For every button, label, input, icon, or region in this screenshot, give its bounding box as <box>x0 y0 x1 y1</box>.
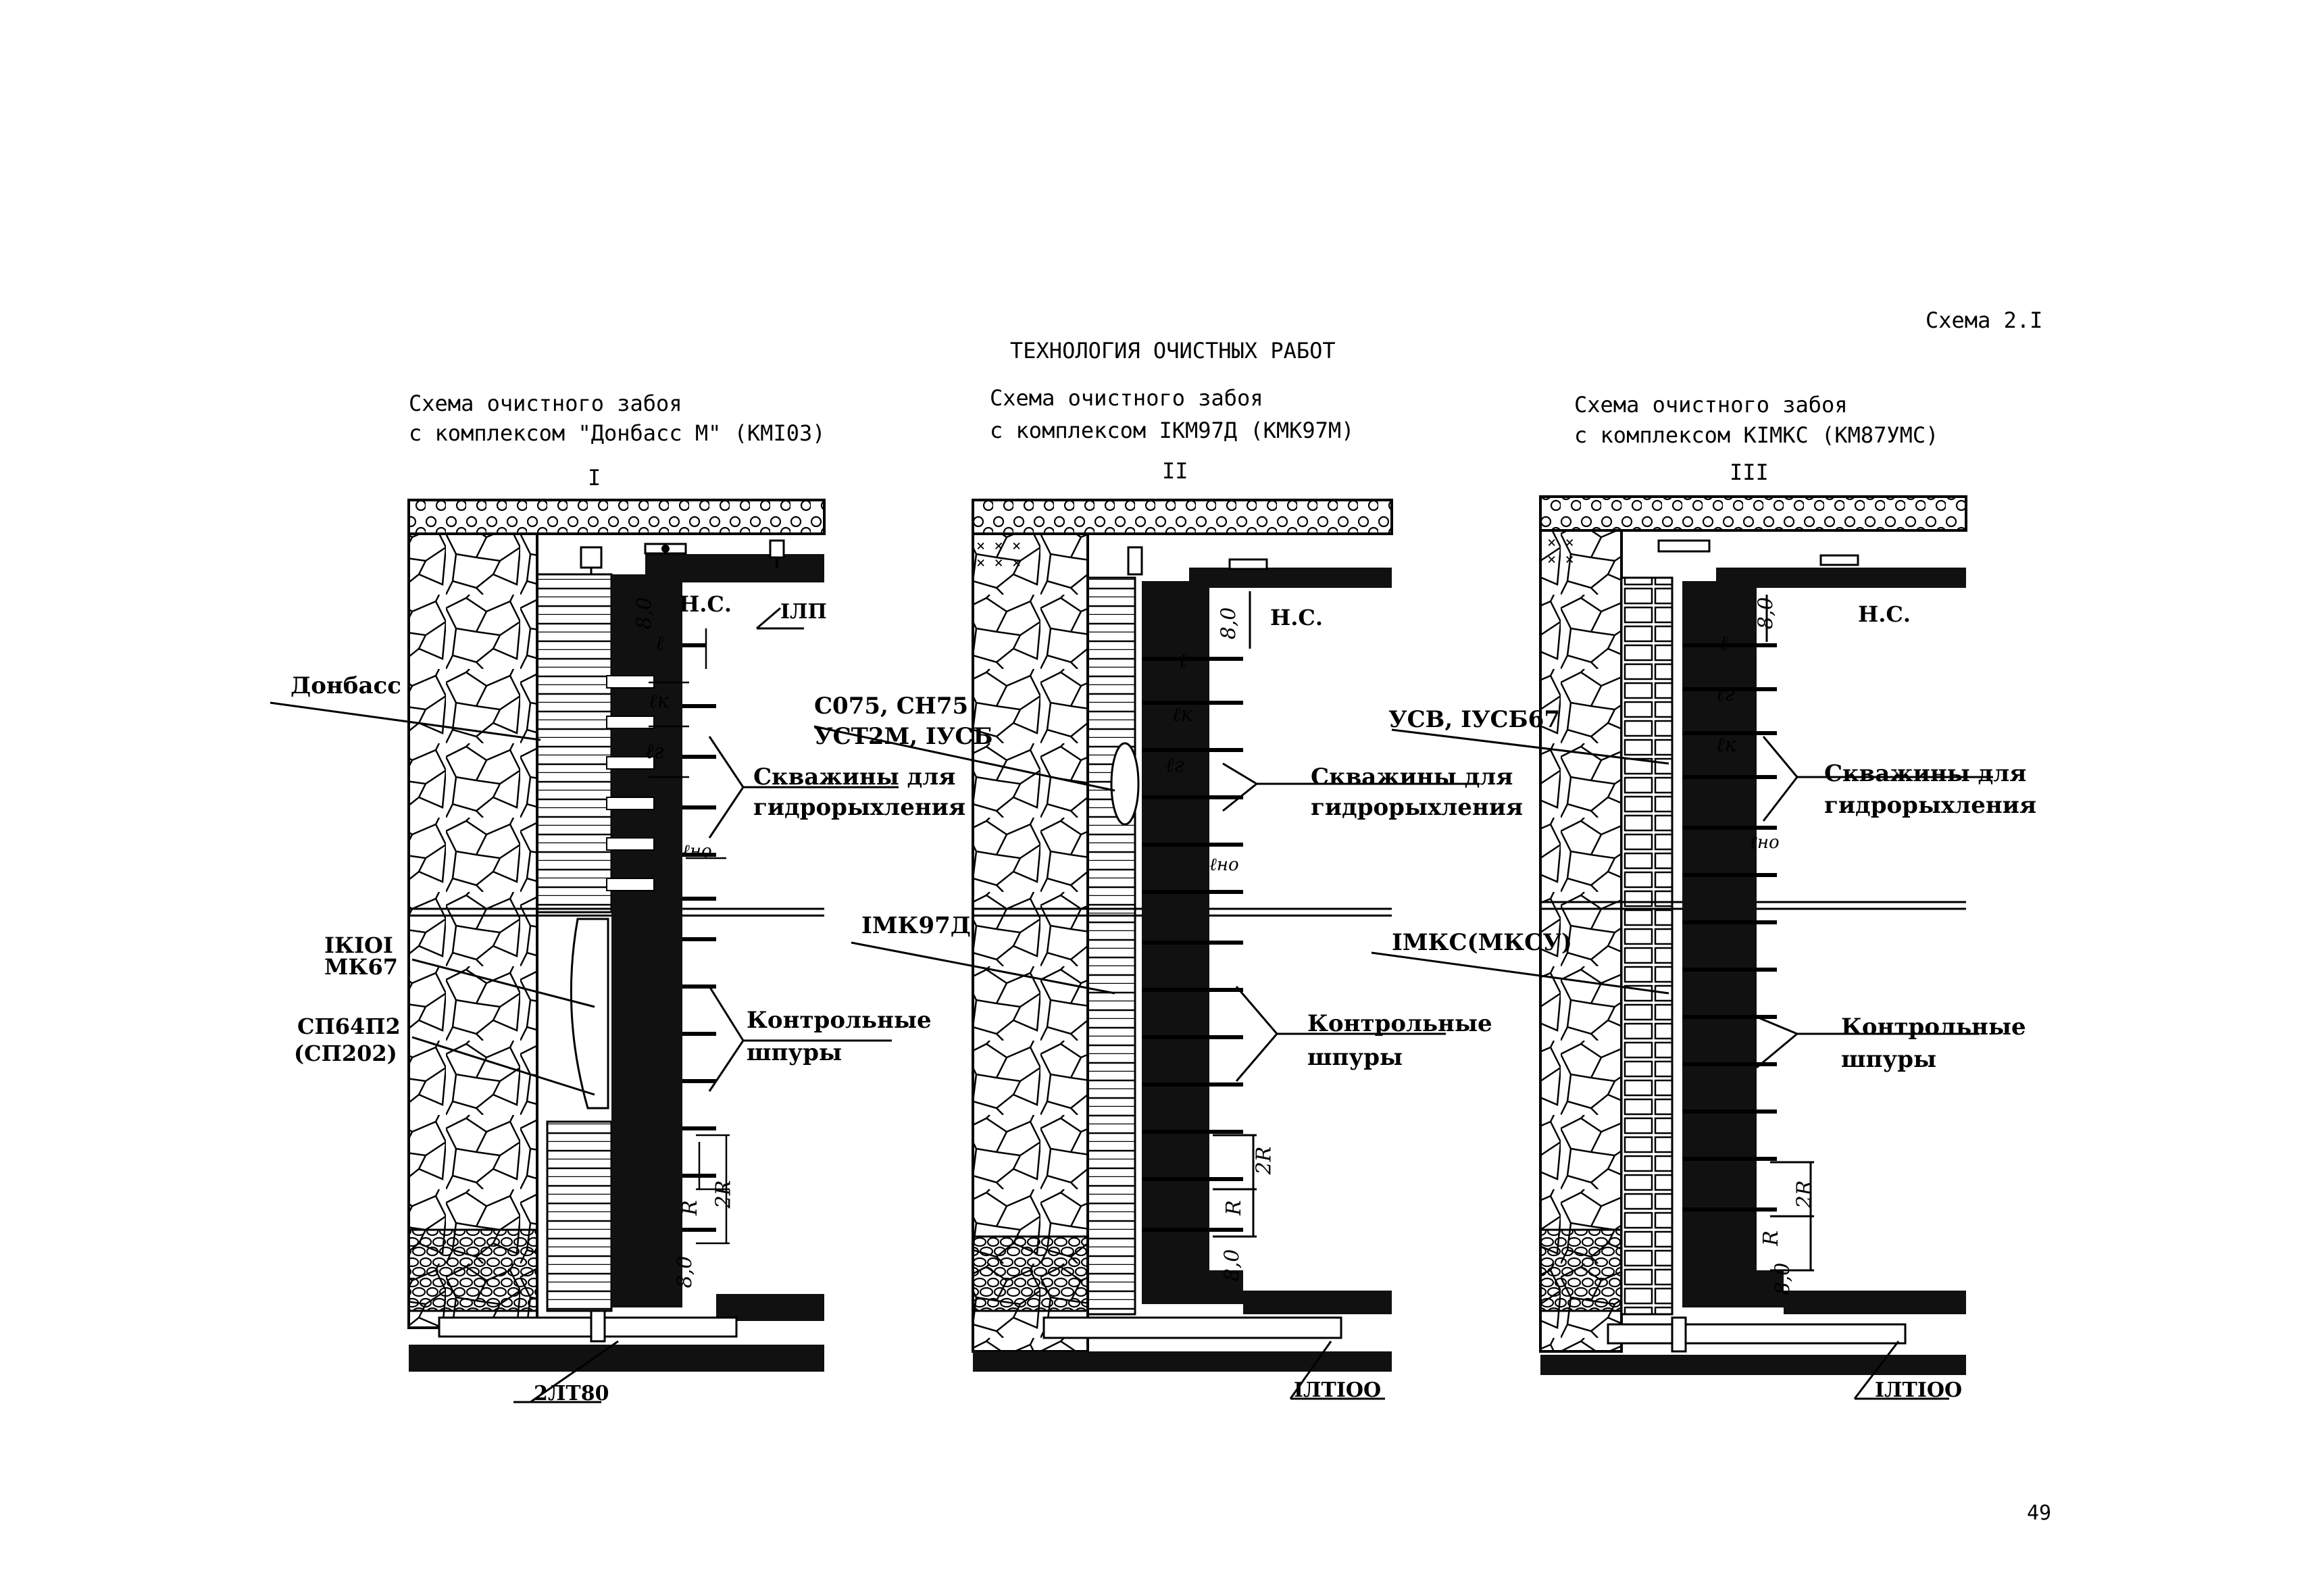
panel-2-dim-80-top: 8,0 <box>1217 607 1241 640</box>
panel-3-caption-line2: с комплексом КIМКС (КМ87УМС) <box>1574 422 1939 448</box>
scheme-reference: Схема 2.I <box>1926 307 2043 333</box>
page-title: ТЕХНОЛОГИЯ ОЧИСТНЫХ РАБОТ <box>1010 338 1336 364</box>
panel-1-dim-lk: ℓк <box>649 689 670 713</box>
panel-2-dim-R: R <box>1222 1200 1246 1216</box>
panel-1-dim-l: ℓ <box>655 632 664 655</box>
panel-1-lower-label-1: СП64П2 <box>297 1014 401 1039</box>
panel-2-support-label: IМК97Д <box>861 912 972 939</box>
panel-1-upper-label-2: МК67 <box>324 954 399 980</box>
panel-1-wells-line2: гидрорыхления <box>753 794 966 821</box>
panel-2-dim-lno: ℓно <box>1209 855 1239 875</box>
panel-2-combine-label-1: С075, СН75 <box>814 693 969 720</box>
panel-1-top-right-label: IЛП <box>780 600 827 624</box>
panel-3-dim-R: R <box>1759 1230 1783 1246</box>
panel-2-caption-line2: с комплексом IКМ97Д (КМК97М) <box>990 418 1355 443</box>
panel-3-dim-l: ℓ <box>1719 632 1728 655</box>
panel-1-dim-R: R <box>678 1200 702 1216</box>
panel-3-dim-80-top: 8,0 <box>1754 597 1778 630</box>
panel-3-dim-lg: ℓг <box>1716 682 1735 706</box>
svg-text:× ×: × × <box>1547 551 1574 568</box>
panel-3-wells-line2: гидрорыхления <box>1824 792 2037 819</box>
panel-2-dim-2R: 2R <box>1252 1146 1276 1175</box>
panel-1-dim-80-bottom: 8,0 <box>673 1255 697 1289</box>
panel-3-shpury-line1: Контрольные <box>1841 1014 2026 1041</box>
panel-2-hs-label: Н.С. <box>1270 605 1323 630</box>
panel-1-dim-2R: 2R <box>711 1180 736 1209</box>
panel-3-support-label: IМКС(МКСУ) <box>1392 929 1572 956</box>
panel-1-caption-line1: Схема очистного забоя <box>409 391 682 416</box>
panel-1-dim-80-top: 8,0 <box>632 597 657 630</box>
panel-2-combine-label-2: УСТ2М, IУСБ <box>814 723 993 750</box>
panel-2-dim-lk: ℓк <box>1172 703 1193 726</box>
panel-1-hs-label: Н.С. <box>679 591 732 617</box>
svg-text:× × ×: × × × <box>976 555 1022 572</box>
panel-2-bottom-label: IЛТIOO <box>1294 1378 1382 1402</box>
panel-1-bottom-label: 2ЛТ80 <box>534 1382 609 1405</box>
panel-2-drawing <box>814 500 1480 1399</box>
panel-2-wells-line1: Скважины для <box>1311 764 1513 791</box>
panel-1-caption-line2: с комплексом "Донбасс М" (КМI03) <box>409 420 826 446</box>
panel-2-caption-line1: Схема очистного забоя <box>990 385 1263 411</box>
panel-2-wells-line2: гидрорыхления <box>1311 794 1524 821</box>
panel-3-shpury-line2: шпуры <box>1841 1046 1937 1073</box>
panel-1-dim-lg: ℓг <box>645 740 664 764</box>
panel-2-shpury-line2: шпуры <box>1307 1044 1403 1071</box>
panel-3-caption-line1: Схема очистного забоя <box>1574 392 1848 418</box>
panel-1-shpury-line2: шпуры <box>747 1039 842 1066</box>
panel-1-upper-label-1: IКIOI <box>324 932 393 958</box>
panel-2-dim-80-bottom: 8,0 <box>1220 1249 1244 1282</box>
panel-3-dim-2R: 2R <box>1792 1180 1817 1209</box>
panel-1-dim-lno: ℓно <box>682 841 712 862</box>
panel-3-roman: III <box>1730 459 1769 485</box>
panel-2-roman: II <box>1162 458 1188 484</box>
panel-3-hs-label: Н.С. <box>1858 601 1911 627</box>
panel-1-wells-line1: Скважины для <box>753 764 956 791</box>
panel-1-combine-label: Донбасс <box>291 672 401 699</box>
panel-3-combine-label: УСВ, IУСБ67 <box>1388 706 1560 733</box>
panel-2-dim-lg: ℓг <box>1165 753 1184 777</box>
panel-1-lower-label-2: (СП202) <box>294 1041 397 1066</box>
svg-text:× ×: × × <box>1547 534 1574 551</box>
page-number: 49 <box>2027 1501 2052 1525</box>
panel-3-wells-line1: Скважины для <box>1824 760 2027 787</box>
panel-3-dim-80-bottom: 8,0 <box>1771 1262 1795 1295</box>
panel-3-bottom-label: IЛТIOO <box>1875 1378 1963 1402</box>
panel-3-dim-lno: ℓно <box>1750 832 1780 853</box>
panel-2-shpury-line1: Контрольные <box>1307 1010 1492 1037</box>
panel-1-roman: I <box>588 465 601 491</box>
svg-text:× × ×: × × × <box>976 538 1022 555</box>
panel-1-shpury-line1: Контрольные <box>747 1007 932 1034</box>
panel-2-dim-l: ℓ <box>1179 649 1188 672</box>
panel-3-dim-lk: ℓк <box>1716 733 1737 757</box>
